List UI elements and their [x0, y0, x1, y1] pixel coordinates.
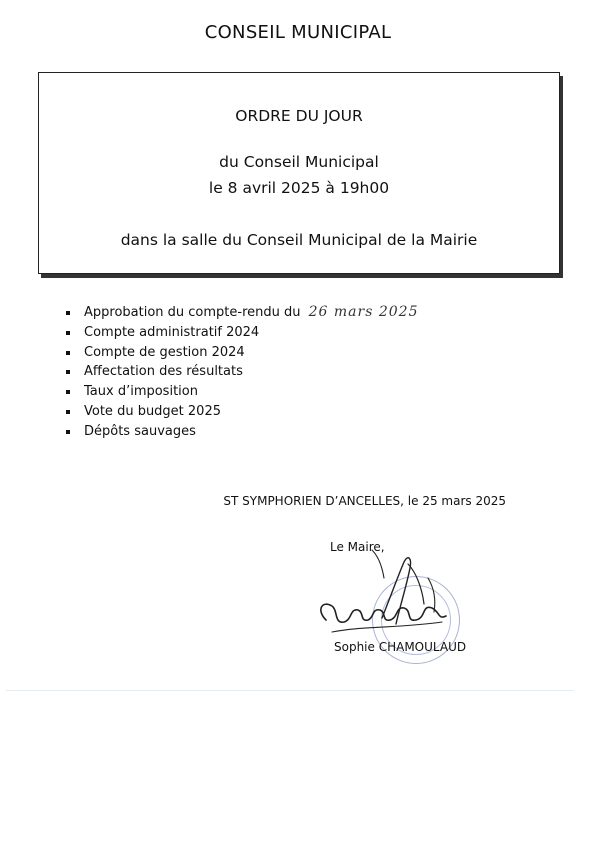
list-item — [66, 382, 418, 402]
list-item — [66, 303, 418, 323]
list-item — [66, 323, 418, 343]
agenda-item-text: Affectation des résultats — [84, 364, 243, 380]
handwritten-signature — [312, 548, 462, 648]
bullet-icon — [66, 430, 70, 434]
council-line: du Conseil Municipal — [219, 153, 379, 171]
bullet-icon — [66, 351, 70, 355]
agenda-item-text: Vote du budget 2025 — [84, 403, 221, 419]
list-item — [66, 402, 418, 422]
page-divider — [6, 690, 574, 691]
bullet-icon — [66, 370, 70, 374]
agenda-item-text: Taux d’imposition — [84, 384, 198, 400]
agenda-list — [66, 303, 418, 442]
signatory-name: Sophie CHAMOULAUD — [334, 640, 467, 654]
list-item — [66, 362, 418, 382]
list-item — [66, 422, 418, 442]
bullet-icon — [66, 331, 70, 335]
list-item — [66, 343, 418, 363]
meeting-datetime: le 8 avril 2025 à 19h00 — [208, 179, 390, 197]
page-title: CONSEIL MUNICIPAL — [204, 22, 392, 43]
bullet-icon — [66, 390, 70, 394]
agenda-item-text: Approbation du compte-rendu du — [84, 305, 301, 320]
agenda-item-text: Compte de gestion 2024 — [84, 344, 245, 360]
bullet-icon — [66, 410, 70, 414]
bullet-icon — [66, 311, 70, 315]
agenda-item-text: Compte administratif 2024 — [84, 324, 260, 340]
place-and-date: ST SYMPHORIEN D’ANCELLES, le 25 mars 2025 — [223, 494, 506, 508]
agenda-item-text: Dépôts sauvages — [84, 423, 196, 439]
handwritten-date: 26 mars 2025 — [308, 304, 419, 320]
agenda-header-box — [38, 72, 560, 274]
agenda-heading: ORDRE DU JOUR — [235, 107, 363, 125]
meeting-location: dans la salle du Conseil Municipal de la Mairie — [120, 231, 478, 249]
signature-label: Le Maire, — [330, 540, 385, 554]
